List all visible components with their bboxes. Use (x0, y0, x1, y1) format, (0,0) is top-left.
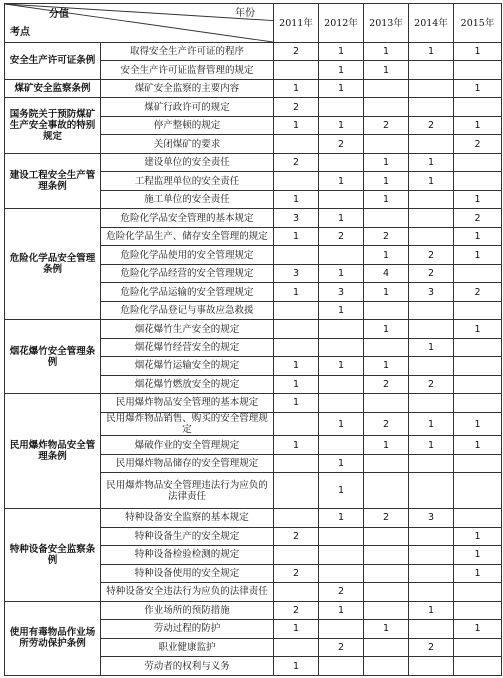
score-cell (274, 135, 319, 153)
score-cell: 2 (364, 412, 409, 436)
score-cell (409, 657, 454, 676)
score-cell (454, 172, 502, 190)
score-cell: 1 (274, 657, 319, 676)
regulation-name: 安全生产许可证条例 (5, 43, 101, 80)
score-cell: 2 (409, 638, 454, 656)
score-cell: 1 (454, 564, 502, 582)
table-row (5, 209, 502, 227)
score-cell: 2 (274, 527, 319, 545)
score-cell (454, 301, 502, 319)
score-cell (364, 473, 409, 509)
score-cell (364, 209, 409, 227)
score-cell (319, 246, 364, 264)
score-cell: 1 (274, 357, 319, 375)
score-cell: 1 (409, 338, 454, 356)
score-cell (454, 375, 502, 393)
score-cell: 2 (454, 283, 502, 301)
score-cell (274, 320, 319, 338)
score-cell: 1 (319, 116, 364, 134)
score-cell (454, 454, 502, 472)
score-cell: 1 (319, 79, 364, 97)
score-cell (364, 98, 409, 116)
score-cell: 1 (364, 320, 409, 338)
exam-point: 特种设备生产的安全规定 (101, 527, 274, 545)
score-cell: 2 (274, 43, 319, 61)
exam-point: 特种设备检验检测的规定 (101, 546, 274, 564)
score-cell (319, 436, 364, 454)
score-cell: 2 (319, 227, 364, 245)
table-row (5, 98, 502, 116)
score-cell (274, 473, 319, 509)
score-cell: 2 (319, 638, 364, 656)
exam-point: 劳动者的权利与义务 (101, 657, 274, 676)
score-cell (409, 301, 454, 319)
table-row (5, 153, 502, 171)
score-cell (274, 583, 319, 601)
score-cell: 1 (454, 412, 502, 436)
score-cell: 1 (319, 209, 364, 227)
score-cell: 2 (409, 116, 454, 134)
exam-point: 施工单位的安全责任 (101, 190, 274, 208)
exam-point: 职业健康监护 (101, 638, 274, 656)
score-cell (364, 394, 409, 412)
score-cell (454, 338, 502, 356)
score-cell: 2 (409, 246, 454, 264)
table-row (5, 79, 502, 97)
score-cell: 2 (319, 135, 364, 153)
score-cell (454, 61, 502, 79)
score-cell: 1 (319, 172, 364, 190)
score-cell (364, 527, 409, 545)
score-cell (274, 546, 319, 564)
score-cell (319, 394, 364, 412)
score-cell: 1 (454, 527, 502, 545)
score-cell: 2 (364, 227, 409, 245)
exam-point: 建设单位的安全责任 (101, 153, 274, 171)
score-cell (364, 301, 409, 319)
score-cell: 1 (319, 601, 364, 619)
score-cell: 1 (454, 320, 502, 338)
score-cell: 1 (364, 43, 409, 61)
score-cell (319, 153, 364, 171)
score-cell (274, 172, 319, 190)
score-cell: 1 (454, 190, 502, 208)
score-cell: 1 (364, 172, 409, 190)
score-cell: 1 (364, 190, 409, 208)
score-cell: 1 (274, 620, 319, 638)
score-cell (409, 61, 454, 79)
score-cell (274, 509, 319, 527)
score-cell: 1 (409, 153, 454, 171)
score-cell (274, 638, 319, 656)
score-cell: 3 (409, 509, 454, 527)
score-cell (409, 527, 454, 545)
score-cell (409, 583, 454, 601)
score-cell: 1 (274, 436, 319, 454)
score-cell: 3 (409, 283, 454, 301)
score-cell (364, 564, 409, 582)
score-cell (319, 375, 364, 393)
score-cell: 1 (319, 473, 364, 509)
score-cell: 1 (274, 79, 319, 97)
score-cell (274, 246, 319, 264)
score-cell (274, 61, 319, 79)
score-cell: 2 (454, 135, 502, 153)
score-cell: 1 (364, 436, 409, 454)
score-cell: 1 (409, 172, 454, 190)
score-cell: 2 (409, 375, 454, 393)
score-cell: 2 (274, 564, 319, 582)
score-cell: 2 (454, 209, 502, 227)
exam-point: 民用爆炸物品安全管理违法行为应负的法律责任 (101, 473, 274, 509)
score-cell (454, 583, 502, 601)
score-cell (454, 601, 502, 619)
exam-point: 取得安全生产许可证的程序 (101, 43, 274, 61)
exam-point: 民用爆炸物品销售、购买的安全管理规定 (101, 412, 274, 436)
score-cell: 2 (409, 264, 454, 282)
score-cell (274, 301, 319, 319)
exam-point: 劳动过程的防护 (101, 620, 274, 638)
score-cell: 1 (274, 116, 319, 134)
exam-point: 危险化学品生产、储存安全管理的规定 (101, 227, 274, 245)
score-cell (274, 412, 319, 436)
score-cell (319, 546, 364, 564)
score-cell (409, 209, 454, 227)
exam-point: 烟花爆竹运输安全的规定 (101, 357, 274, 375)
score-cell: 1 (454, 79, 502, 97)
score-cell (409, 546, 454, 564)
score-cell: 2 (364, 509, 409, 527)
score-cell: 1 (274, 375, 319, 393)
score-cell: 4 (364, 264, 409, 282)
score-cell: 2 (319, 583, 364, 601)
score-cell (454, 394, 502, 412)
score-cell: 1 (274, 283, 319, 301)
score-cell: 1 (454, 246, 502, 264)
score-cell: 1 (319, 264, 364, 282)
score-cell: 1 (274, 190, 319, 208)
regulation-name: 使用有毒物品作业场所劳动保护条例 (5, 601, 101, 675)
exam-point: 工程监理单位的安全责任 (101, 172, 274, 190)
exam-point: 特种设备安全监察的基本规定 (101, 509, 274, 527)
exam-point: 危险化学品经营的安全管理规定 (101, 264, 274, 282)
score-cell: 1 (319, 301, 364, 319)
year-header: 2011年 (274, 4, 319, 43)
regulation-name: 煤矿安全监察条例 (5, 79, 101, 97)
score-cell: 2 (364, 375, 409, 393)
score-cell (274, 454, 319, 472)
score-cell (409, 79, 454, 97)
score-cell (319, 320, 364, 338)
score-cell (319, 657, 364, 676)
score-cell: 1 (364, 283, 409, 301)
score-cell (319, 620, 364, 638)
exam-point: 危险化学品使用的安全管理规定 (101, 246, 274, 264)
score-cell: 2 (274, 98, 319, 116)
score-label: 分值 (49, 9, 69, 20)
topic-label: 考点 (10, 27, 30, 38)
regulation-name: 烟花爆竹安全管理条例 (5, 320, 101, 394)
score-cell (409, 394, 454, 412)
exam-point: 停产整顿的规定 (101, 116, 274, 134)
score-cell (409, 190, 454, 208)
exam-point: 爆破作业的安全管理规定 (101, 436, 274, 454)
score-cell (364, 135, 409, 153)
score-cell: 1 (319, 509, 364, 527)
exam-points-table (4, 3, 502, 676)
regulation-name: 国务院关于预防煤矿生产安全事故的特别规定 (5, 98, 101, 153)
score-cell: 1 (364, 357, 409, 375)
score-cell: 1 (364, 153, 409, 171)
score-cell: 3 (319, 283, 364, 301)
score-cell (364, 546, 409, 564)
score-cell: 1 (409, 601, 454, 619)
score-cell (409, 320, 454, 338)
score-cell (409, 564, 454, 582)
score-cell (409, 135, 454, 153)
exam-point: 煤矿行政许可的规定 (101, 98, 274, 116)
exam-point: 作业场所的预防措施 (101, 601, 274, 619)
score-cell: 1 (319, 454, 364, 472)
exam-point: 危险化学品运输的安全管理规定 (101, 283, 274, 301)
score-cell (409, 357, 454, 375)
score-cell (409, 473, 454, 509)
exam-point: 关闭煤矿的要求 (101, 135, 274, 153)
score-cell: 1 (364, 61, 409, 79)
score-cell: 1 (319, 61, 364, 79)
table-corner-header (5, 4, 274, 43)
score-cell (364, 583, 409, 601)
score-cell (454, 357, 502, 375)
table-row (5, 320, 502, 338)
table-row (5, 601, 502, 619)
score-cell (364, 638, 409, 656)
score-cell: 2 (274, 601, 319, 619)
score-cell: 1 (409, 436, 454, 454)
exam-point: 民用爆炸物品储存的安全管理规定 (101, 454, 274, 472)
score-cell: 1 (454, 620, 502, 638)
exam-point: 特种设备安全违法行为应负的法律责任 (101, 583, 274, 601)
score-cell: 1 (409, 43, 454, 61)
score-cell: 1 (454, 546, 502, 564)
score-cell (364, 338, 409, 356)
exam-point: 民用爆炸物品安全管理的基本规定 (101, 394, 274, 412)
year-header: 2012年 (319, 4, 364, 43)
exam-point: 危险化学品登记与事故应急救援 (101, 301, 274, 319)
regulation-name: 特种设备安全监察条例 (5, 509, 101, 601)
score-cell (409, 620, 454, 638)
score-cell: 3 (274, 209, 319, 227)
score-cell (364, 657, 409, 676)
score-cell (364, 601, 409, 619)
score-cell (319, 338, 364, 356)
exam-point: 烟花爆竹经营安全的规定 (101, 338, 274, 356)
year-header: 2014年 (409, 4, 454, 43)
year-header: 2015年 (454, 4, 502, 43)
exam-point: 危险化学品安全管理的基本规定 (101, 209, 274, 227)
exam-point: 特种设备使用的安全规定 (101, 564, 274, 582)
year-header: 2013年 (364, 4, 409, 43)
score-cell: 1 (454, 43, 502, 61)
exam-point: 烟花爆竹生产安全的规定 (101, 320, 274, 338)
score-cell (409, 98, 454, 116)
score-cell (454, 264, 502, 282)
regulation-name: 危险化学品安全管理条例 (5, 209, 101, 320)
score-cell: 2 (274, 153, 319, 171)
score-cell: 1 (454, 436, 502, 454)
score-cell: 1 (364, 620, 409, 638)
exam-point: 煤矿安全监察的主要内容 (101, 79, 274, 97)
score-cell: 1 (454, 227, 502, 245)
score-cell (454, 638, 502, 656)
score-cell (454, 509, 502, 527)
score-cell (409, 227, 454, 245)
score-cell: 3 (274, 264, 319, 282)
score-cell: 1 (319, 357, 364, 375)
score-cell (274, 338, 319, 356)
score-cell: 1 (319, 412, 364, 436)
score-cell: 1 (274, 394, 319, 412)
score-cell (364, 79, 409, 97)
score-cell (364, 454, 409, 472)
table-row (5, 509, 502, 527)
score-cell: 1 (364, 246, 409, 264)
score-cell (319, 564, 364, 582)
score-cell: 1 (409, 412, 454, 436)
score-cell: 1 (274, 227, 319, 245)
score-cell: 1 (319, 43, 364, 61)
score-cell (454, 657, 502, 676)
score-cell (319, 190, 364, 208)
table-row (5, 43, 502, 61)
regulation-name: 民用爆炸物品安全管理条例 (5, 394, 101, 509)
regulation-name: 建设工程安全生产管理条例 (5, 153, 101, 208)
score-cell: 2 (364, 116, 409, 134)
score-cell (454, 153, 502, 171)
score-cell (454, 98, 502, 116)
diagonal-lines (5, 4, 273, 42)
score-cell (409, 454, 454, 472)
exam-point: 安全生产许可证监督管理的规定 (101, 61, 274, 79)
score-cell: 1 (454, 116, 502, 134)
table-row (5, 394, 502, 412)
score-cell (319, 527, 364, 545)
year-label: 年份 (235, 8, 255, 19)
score-cell (319, 98, 364, 116)
score-cell (454, 473, 502, 509)
exam-point: 烟花爆竹燃放安全的规定 (101, 375, 274, 393)
